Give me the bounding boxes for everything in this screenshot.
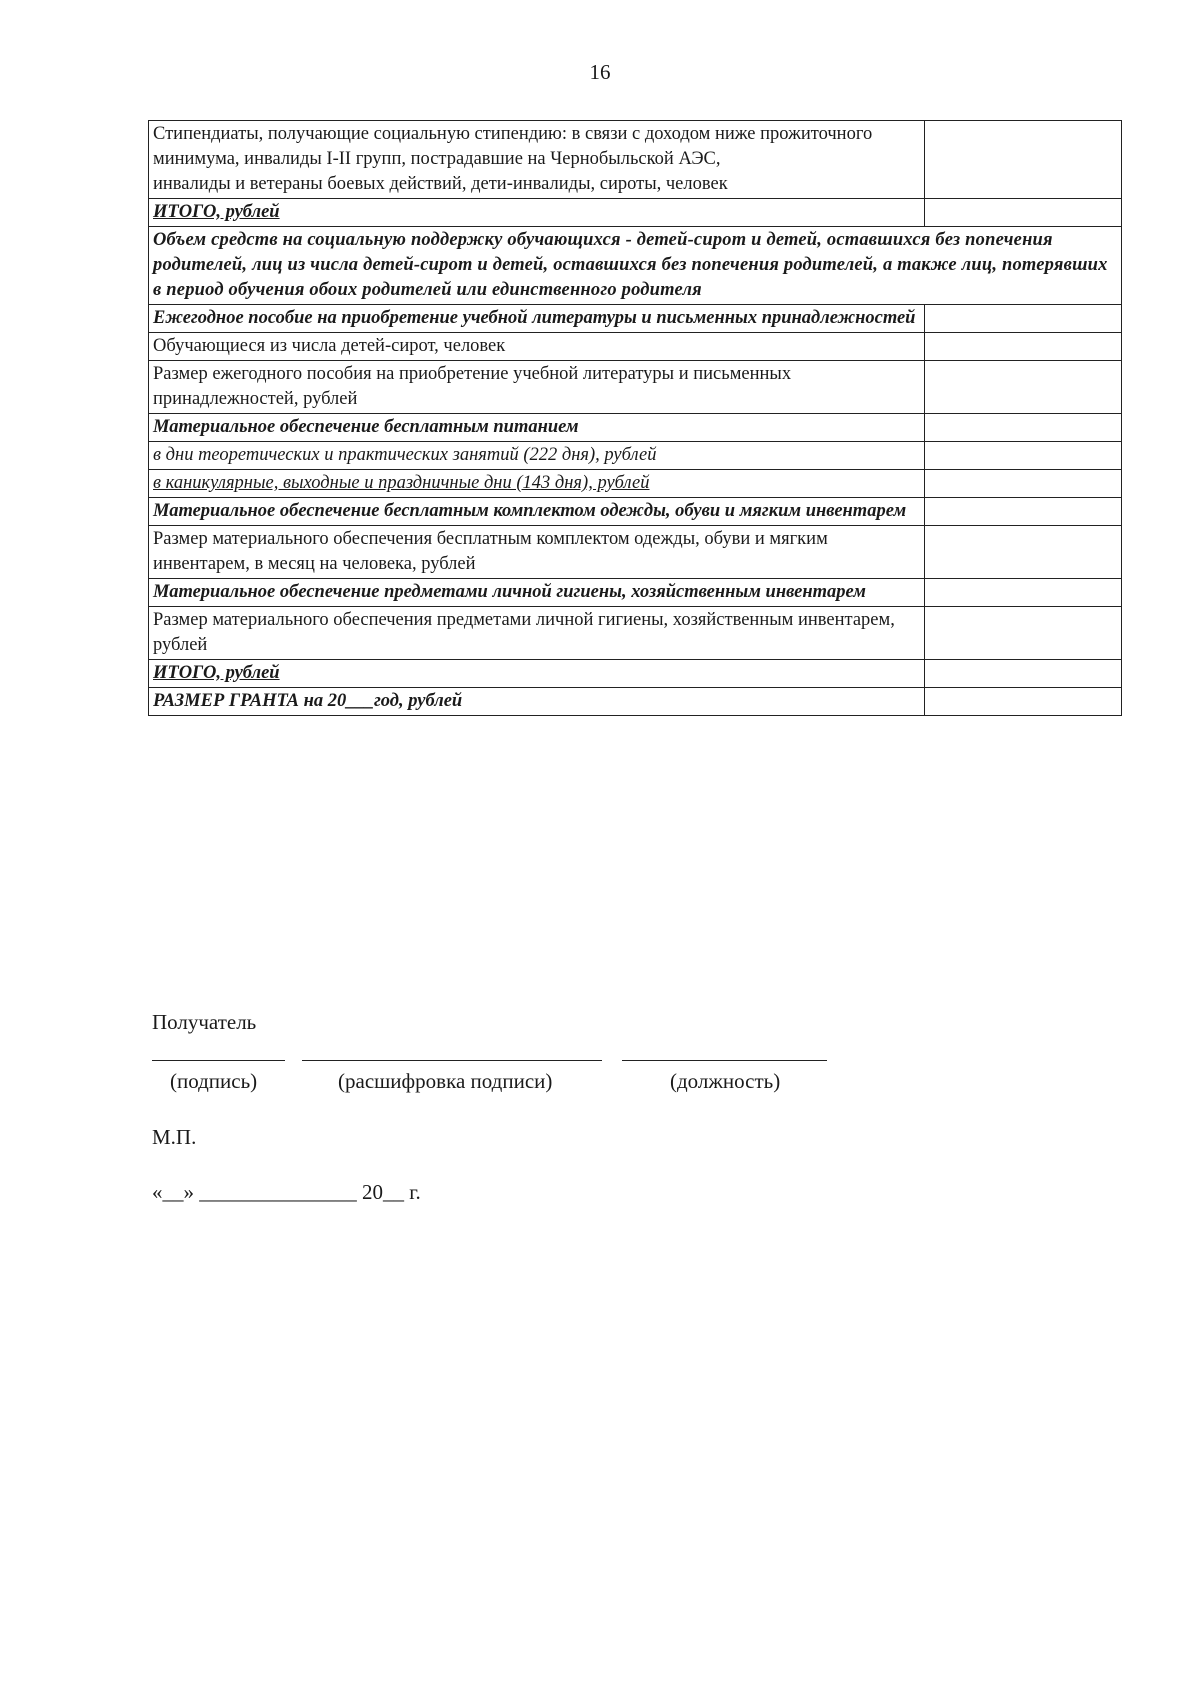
table-row [149,470,1122,498]
table-cell-label: Материальное обеспечение бесплатным питанием [149,414,925,442]
row-label-continued: инвалиды и ветераны боевых действий, дети-инвалиды, сироты, человек [153,174,728,194]
table-cell-label: Размер материального обеспечения бесплатным комплектом одежды, обуви и мягким инвентарем, в месяц на человека, рублей [149,526,925,579]
signature-caption: (подпись) [170,1069,258,1093]
table-cell-value[interactable] [925,526,1122,579]
table-cell-value[interactable] [925,333,1122,361]
table-row [149,361,1122,414]
table-cell-label: РАЗМЕР ГРАНТА на 20___год, рублей [149,688,925,716]
table-row [149,442,1122,470]
table-cell-value[interactable] [925,688,1122,716]
table-row [149,688,1122,716]
table-row [149,121,1122,199]
signature-decoding-line[interactable] [302,1060,602,1061]
table-row [149,607,1122,660]
table-row [149,526,1122,579]
page-number: 16 [589,60,611,84]
table-row [149,305,1122,333]
table-row [149,414,1122,442]
date-line: «__» _______________ 20__ г. [152,1180,421,1204]
table-cell-label: Ежегодное пособие на приобретение учебной литературы и письменных принадлежностей [149,305,925,333]
table-cell-label: в дни теоретических и практических занятий (222 дня), рублей [149,442,925,470]
table-cell-value[interactable] [925,607,1122,660]
table-cell-label: ИТОГО, рублей [149,199,925,227]
table-row [149,199,1122,227]
table-cell-value[interactable] [925,470,1122,498]
table-cell-value[interactable] [925,660,1122,688]
table-row [149,333,1122,361]
row-label: Стипендиаты, получающие социальную стипендию: в связи с доходом ниже прожиточного минимума, инвалиды I-II групп, пострадавшие на Чернобыльской АЭС, [153,124,873,169]
position-caption: (должность) [670,1069,781,1093]
table-cell-value[interactable] [925,498,1122,526]
table-cell-label: в каникулярные, выходные и праздничные дни (143 дня), рублей [149,470,925,498]
table-cell-label: Размер ежегодного пособия на приобретение учебной литературы и письменных принадлежностей, рублей [149,361,925,414]
table-cell-value[interactable] [925,199,1122,227]
table-row-section-header [149,227,1122,305]
table-cell-value[interactable] [925,442,1122,470]
recipient-label: Получатель [152,1010,257,1034]
table-cell-label: Материальное обеспечение предметами личной гигиены, хозяйственным инвентарем [149,579,925,607]
table-cell-value[interactable] [925,121,1122,199]
table-cell-value[interactable] [925,414,1122,442]
table-cell-label: Размер материального обеспечения предметами личной гигиены, хозяйственным инвентарем, рублей [149,607,925,660]
stamp-place-label: М.П. [152,1125,197,1149]
grant-calculation-table [148,120,1122,716]
table-row [149,579,1122,607]
table-cell-label [149,121,925,199]
section-header-cell: Объем средств на социальную поддержку обучающихся - детей-сирот и детей, оставшихся без попечения родителей, лиц из числа детей-сирот и детей, оставшихся без попечения родителей, а также лиц, потерявших в период обучения обоих родителей или единственного родителя [149,227,1122,305]
signature-decoding-caption: (расшифровка подписи) [338,1069,553,1093]
table-row [149,660,1122,688]
table-cell-label: ИТОГО, рублей [149,660,925,688]
table-cell-value[interactable] [925,361,1122,414]
table-cell-label: Материальное обеспечение бесплатным комплектом одежды, обуви и мягким инвентарем [149,498,925,526]
table-cell-label: Обучающиеся из числа детей-сирот, человек [149,333,925,361]
table-cell-value[interactable] [925,305,1122,333]
signature-line[interactable] [152,1060,285,1061]
table-cell-value[interactable] [925,579,1122,607]
position-line[interactable] [622,1060,827,1061]
table-row [149,498,1122,526]
